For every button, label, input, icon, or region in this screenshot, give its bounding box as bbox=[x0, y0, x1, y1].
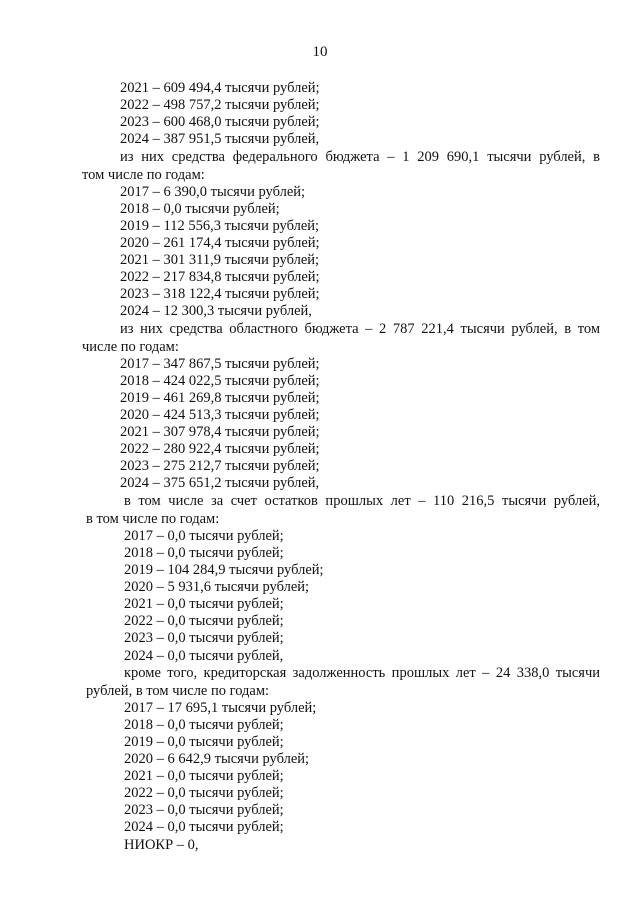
text-line: том числе по годам: bbox=[82, 167, 205, 183]
text-line: 2019 – 0,0 тысячи рублей; bbox=[124, 734, 284, 750]
text-line: 2020 – 5 931,6 тысячи рублей; bbox=[124, 579, 310, 595]
text-line: 2021 – 301 311,9 тысячи рублей; bbox=[120, 252, 320, 268]
text-line: 2022 – 0,0 тысячи рублей; bbox=[124, 613, 284, 629]
text-line: 2019 – 104 284,9 тысячи рублей; bbox=[124, 562, 324, 578]
text-line: 2021 – 307 978,4 тысячи рублей; bbox=[120, 424, 320, 440]
text-line: 2021 – 609 494,4 тысячи рублей; bbox=[120, 80, 320, 96]
text-line: НИОКР – 0, bbox=[124, 837, 199, 853]
text-line: 2024 – 375 651,2 тысячи рублей, bbox=[120, 475, 320, 491]
text-line: 2023 – 0,0 тысячи рублей; bbox=[124, 802, 284, 818]
text-line: 2019 – 461 269,8 тысячи рублей; bbox=[120, 390, 320, 406]
text-line: 2024 – 0,0 тысячи рублей; bbox=[124, 819, 284, 835]
text-line: 2018 – 0,0 тысячи рублей; bbox=[124, 717, 284, 733]
text-line: 2017 – 0,0 тысячи рублей; bbox=[124, 528, 284, 544]
text-line: числе по годам: bbox=[82, 339, 179, 355]
text-line: кроме того, кредиторская задолженность прошлых лет – 24 338,0 тысячи bbox=[124, 665, 600, 681]
text-line: 2017 – 347 867,5 тысячи рублей; bbox=[120, 356, 320, 372]
text-line: 2022 – 498 757,2 тысячи рублей; bbox=[120, 97, 320, 113]
text-line: 2018 – 424 022,5 тысячи рублей; bbox=[120, 373, 320, 389]
text-line: 2022 – 0,0 тысячи рублей; bbox=[124, 785, 284, 801]
text-line: 2023 – 600 468,0 тысячи рублей; bbox=[120, 114, 320, 130]
page-number: 10 bbox=[312, 44, 328, 60]
text-line: 2024 – 387 951,5 тысячи рублей, bbox=[120, 131, 320, 147]
text-line: 2024 – 0,0 тысячи рублей, bbox=[124, 648, 284, 664]
text-line: 2018 – 0,0 тысячи рублей; bbox=[124, 545, 284, 561]
text-line: 2023 – 275 212,7 тысячи рублей; bbox=[120, 458, 320, 474]
text-line: из них средства областного бюджета – 2 787 221,4 тысячи рублей, в том bbox=[120, 321, 600, 337]
text-line: 2019 – 112 556,3 тысячи рублей; bbox=[120, 218, 320, 234]
text-line: рублей, в том числе по годам: bbox=[86, 683, 270, 699]
text-line: из них средства федерального бюджета – 1 209 690,1 тысячи рублей, в bbox=[120, 149, 600, 165]
text-line: 2020 – 6 642,9 тысячи рублей; bbox=[124, 751, 310, 767]
text-line: 2020 – 424 513,3 тысячи рублей; bbox=[120, 407, 320, 423]
text-line: в том числе за счет остатков прошлых лет – 110 216,5 тысячи рублей, bbox=[124, 493, 600, 509]
text-line: 2021 – 0,0 тысячи рублей; bbox=[124, 596, 284, 612]
text-line: 2023 – 318 122,4 тысячи рублей; bbox=[120, 286, 320, 302]
text-line: 2017 – 17 695,1 тысячи рублей; bbox=[124, 700, 317, 716]
text-line: 2022 – 217 834,8 тысячи рублей; bbox=[120, 269, 320, 285]
text-line: в том числе по годам: bbox=[86, 511, 220, 527]
text-line: 2024 – 12 300,3 тысячи рублей, bbox=[120, 303, 312, 319]
text-line: 2022 – 280 922,4 тысячи рублей; bbox=[120, 441, 320, 457]
text-line: 2020 – 261 174,4 тысячи рублей; bbox=[120, 235, 320, 251]
text-line: 2023 – 0,0 тысячи рублей; bbox=[124, 630, 284, 646]
text-line: 2018 – 0,0 тысячи рублей; bbox=[120, 201, 280, 217]
text-line: 2017 – 6 390,0 тысячи рублей; bbox=[120, 184, 306, 200]
text-line: 2021 – 0,0 тысячи рублей; bbox=[124, 768, 284, 784]
